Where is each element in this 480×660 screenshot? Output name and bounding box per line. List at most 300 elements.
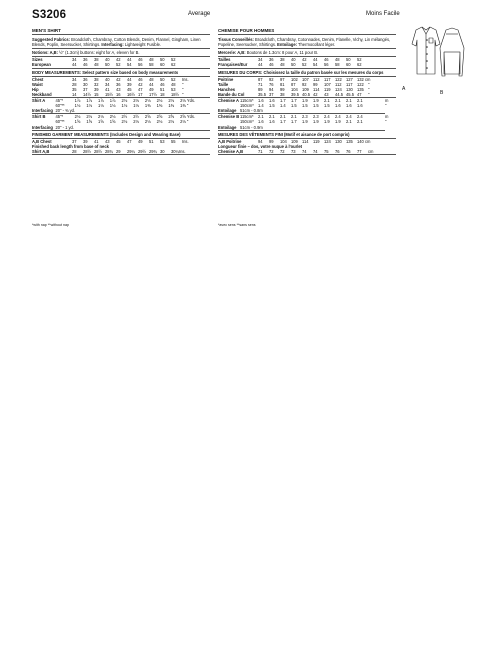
table-cell: ": [182, 92, 210, 98]
table-cell: 112: [313, 76, 320, 82]
table-cell: 34: [105, 81, 110, 87]
table-cell: 94: [258, 138, 263, 144]
table-cell: 60"**: [55, 103, 65, 109]
table-cell: 75: [324, 149, 335, 155]
table-cell: 32: [94, 81, 99, 87]
view-a-drawing: [412, 27, 440, 74]
table-cell: 45.5: [346, 92, 357, 98]
row-label: Waist: [32, 81, 43, 87]
table-cell: 48: [149, 76, 154, 82]
table-cell: ": [182, 86, 184, 92]
table-cell: 1.9: [302, 98, 308, 104]
table-cell: 60: [346, 62, 357, 68]
table-cell: 119: [313, 138, 320, 144]
table-cell: 18½: [171, 92, 182, 98]
table-cell: 1⅞: [74, 98, 81, 104]
table-cell: 51cm - 0.9m: [240, 125, 385, 131]
table-cell: 20" - ⅜ yd.: [55, 108, 210, 114]
table-cell: 2.1: [335, 98, 341, 104]
table-cell: 2⅛: [133, 119, 139, 125]
table-cell: 43: [324, 92, 335, 98]
table-cell: 2⅛ ": [180, 119, 189, 125]
table-cell: 102: [291, 76, 298, 82]
table-cell: 1.5: [269, 103, 275, 109]
row-label: Hanches: [218, 86, 236, 92]
table-cell: 56: [324, 62, 335, 68]
shirt-technical-drawing: [402, 24, 468, 94]
table-cell: 1⅛: [98, 103, 104, 109]
table-cell: 52: [302, 62, 313, 68]
table-cell: 2½: [133, 114, 139, 120]
table-cell: 1⅝: [86, 119, 93, 125]
table-cell: 2⅛: [144, 119, 151, 125]
table-cell: 58: [149, 62, 160, 68]
table-cell: 104: [291, 86, 298, 92]
table-cell: Ins.: [182, 76, 189, 82]
table-cell: 18: [160, 92, 171, 98]
table-cell: 1⅞: [86, 98, 93, 104]
table-cell: 43: [105, 138, 110, 144]
table-cell: 87: [258, 76, 263, 82]
french-body-heading: MESURES DU CORPS: Choisissez la taille du patron basée sur les mesures du corps: [218, 69, 396, 77]
table-cell: 1⅛: [109, 103, 116, 109]
french-shirt-b-table: [218, 114, 396, 130]
french-finished-heading: MESURES DES VÊTEMENTS FINI (Motif et aisance de port compris): [218, 131, 396, 139]
table-cell: 1.6: [258, 119, 264, 125]
view-b-drawing: [440, 28, 464, 76]
table-cell: 38: [280, 57, 285, 63]
table-cell: 2½: [121, 114, 128, 120]
table-cell: 114: [302, 138, 309, 144]
table-cell: 1⅛: [86, 103, 93, 109]
table-cell: 112: [335, 81, 342, 87]
table-cell: 35: [72, 86, 77, 92]
table-cell: 124: [324, 138, 331, 144]
table-row: [218, 62, 396, 68]
table-cell: 30: [83, 81, 88, 87]
table-cell: 2.4: [357, 114, 363, 120]
table-cell: 46: [324, 57, 329, 63]
english-fabrics: Suggested Fabrics: Broadcloth, Chambray, Cotton Blends, Denim, Flannel, Gingham, Linen Blends, Poplin, Seersucker, Shirtings. Interfacing: Lightweight Fusible.: [32, 36, 210, 49]
table-cell: 2⅛: [168, 98, 175, 104]
table-cell: 2.1: [357, 119, 363, 125]
table-cell: 28½: [94, 149, 105, 155]
pattern-number: S3206: [32, 9, 67, 21]
table-cell: 2⅛: [121, 119, 128, 125]
table-cell: 62: [357, 62, 368, 68]
table-cell: 50: [105, 62, 116, 68]
table-cell: 42: [138, 81, 143, 87]
table-cell: 1.5: [302, 103, 308, 109]
table-cell: 2⅛: [168, 119, 175, 125]
table-cell: [182, 149, 210, 155]
french-sizes-table: [218, 57, 396, 68]
table-cell: 130: [335, 138, 342, 144]
row-label: Chemise A: [218, 98, 240, 104]
row-label: A,B Chest: [32, 138, 52, 144]
table-cell: 1.9: [313, 98, 319, 104]
table-cell: 48: [149, 57, 154, 63]
table-cell: 52: [357, 57, 362, 63]
table-cell: 2⅝: [156, 114, 163, 120]
row-label: Entoilage: [218, 125, 240, 131]
row-label: Tailles: [218, 57, 231, 63]
row-label: Hip: [32, 86, 39, 92]
table-cell: 46: [160, 81, 165, 87]
table-cell: 2.1: [291, 114, 297, 120]
table-cell: [182, 62, 210, 68]
english-notions: Notions: A,B: ½" (1.3cm) buttons: eight for A, eleven for B.: [32, 49, 210, 57]
french-shirt-a-table: [218, 98, 396, 114]
table-cell: 150cm*: [240, 103, 254, 109]
table-cell: 42: [116, 76, 121, 82]
table-cell: 16: [116, 92, 127, 98]
french-finished-table: [218, 139, 396, 155]
finished-back-heading: Finished back length from base of neck: [32, 143, 109, 149]
table-cell: ": [368, 86, 370, 92]
table-cell: 58: [335, 62, 346, 68]
table-cell: 46: [269, 62, 280, 68]
table-cell: 39: [83, 138, 88, 144]
table-cell: 109: [302, 86, 309, 92]
table-cell: 1⅝: [109, 119, 116, 125]
table-cell: Ins.: [182, 138, 189, 144]
table-cell: 2⅛: [109, 114, 116, 120]
table-row: [218, 92, 396, 98]
table-cell: 55: [171, 138, 176, 144]
table-cell: 17: [138, 92, 149, 98]
table-cell: 2.3: [313, 114, 319, 120]
table-cell: 1⅛: [121, 103, 128, 109]
table-cell: 46: [138, 76, 143, 82]
table-cell: 30: [160, 149, 171, 155]
table-cell: 77: [357, 149, 368, 155]
table-cell: 2⅛: [144, 98, 151, 104]
table-cell: 29¼: [127, 149, 138, 155]
table-cell: 50: [160, 57, 165, 63]
table-cell: 36: [83, 57, 88, 63]
table-cell: 28: [72, 81, 77, 87]
table-cell: 50: [291, 62, 302, 68]
row-label: Taille: [218, 81, 229, 87]
table-cell: 39.5: [291, 92, 302, 98]
table-cell: 51: [149, 138, 154, 144]
table-cell: 132 cm: [357, 76, 371, 82]
table-cell: [368, 62, 396, 68]
table-cell: 35.5: [258, 92, 269, 98]
table-cell: 51: [160, 86, 165, 92]
table-cell: 36: [83, 76, 88, 82]
table-cell: 38: [94, 76, 99, 82]
difficulty-fr: Moins Facile: [366, 11, 400, 17]
french-footnote: *avec sens **sans sens: [218, 223, 256, 227]
table-cell: 71: [258, 149, 269, 155]
table-cell: 2.3: [302, 114, 308, 120]
table-row: [32, 119, 210, 124]
table-cell: 14½: [83, 92, 94, 98]
table-cell: 38: [280, 92, 291, 98]
row-label: Interfacing: [32, 108, 55, 114]
table-cell: 1.6: [258, 98, 264, 104]
table-cell: 60: [160, 62, 171, 68]
table-row: [32, 92, 210, 98]
table-cell: 107: [324, 81, 331, 87]
table-cell: 34: [72, 76, 77, 82]
table-cell: 42: [302, 57, 307, 63]
table-cell: 2.1: [346, 98, 352, 104]
row-label: Chemise B: [218, 114, 240, 120]
table-cell: 51cm - 0.8m: [240, 108, 385, 114]
table-cell: 2⅛: [133, 98, 139, 104]
table-cell: 47: [127, 138, 132, 144]
table-cell: 37: [269, 92, 280, 98]
table-cell: 2⅛: [156, 119, 163, 125]
table-cell: 36: [116, 81, 121, 87]
table-cell: 52: [171, 57, 176, 63]
table-cell: 1.6: [269, 119, 275, 125]
table-cell: 2⅝ Yds.: [180, 114, 196, 120]
table-cell: 39: [127, 81, 132, 87]
table-cell: 124: [335, 86, 342, 92]
row-label: A,B Poitrine: [218, 138, 242, 144]
table-cell: 71: [258, 81, 263, 87]
table-cell: 48: [94, 62, 105, 68]
table-cell: 94: [269, 86, 274, 92]
table-cell: 40: [105, 57, 110, 63]
english-shirt-b-table: [32, 114, 210, 130]
table-cell: 45"*: [55, 114, 64, 120]
row-label: Entoilage: [218, 108, 240, 114]
table-cell: ": [368, 92, 396, 98]
table-cell: 2.1: [324, 98, 330, 104]
table-cell: 44: [258, 62, 269, 68]
table-row: [218, 149, 396, 155]
table-cell: cm: [368, 149, 396, 155]
table-cell: 127: [346, 76, 353, 82]
table-cell: 2.1: [346, 119, 352, 125]
table-cell: 87: [291, 81, 296, 87]
table-cell: 41: [94, 138, 99, 144]
table-cell: 135: [357, 86, 364, 92]
table-cell: 1.9: [302, 119, 308, 125]
french-body-table: [218, 77, 396, 98]
interfacing-row: [218, 108, 396, 114]
french-title: CHEMISE POUR HOMMES: [218, 28, 396, 35]
table-cell: 42: [116, 57, 121, 63]
table-cell: 2.4: [335, 114, 341, 120]
french-fabrics: Tissus Conseillés: Broadcloth, Chambray, Cotonnades, Denim, Flanelle, Vichy, Lin mélangés, Popeline, Seersucker, Shirtings. Entoilage: Thermocollant léger.: [218, 36, 396, 49]
table-cell: 72: [280, 149, 291, 155]
table-cell: 1.4: [258, 103, 264, 109]
table-cell: 53: [171, 86, 176, 92]
table-cell: 1.6: [335, 103, 341, 109]
table-cell: 1.6: [357, 103, 363, 109]
table-cell: 44.5: [335, 92, 346, 98]
english-shirt-a-table: [32, 98, 210, 114]
table-cell: 17½: [149, 92, 160, 98]
finished-back-heading: Longueur finie – dos, votre nuque à l'ourlet: [218, 143, 302, 149]
row-label: Sizes: [32, 57, 43, 63]
table-cell: 114: [313, 86, 320, 92]
table-cell: m: [385, 114, 389, 120]
table-cell: 37: [83, 86, 88, 92]
table-cell: 122: [357, 81, 364, 87]
table-cell: 117: [324, 76, 331, 82]
table-cell: 1.9: [335, 119, 341, 125]
table-cell: 28¾: [105, 149, 116, 155]
english-body-heading: BODY MEASUREMENTS: Select pattern size based on body measurements: [32, 69, 210, 77]
table-cell: 2.1: [258, 114, 264, 120]
table-cell: 2.1: [357, 98, 363, 104]
row-label: Chemise A,B: [218, 149, 258, 155]
english-footnote: *with nap **without nap: [32, 223, 69, 227]
row-label: Chest: [32, 76, 44, 82]
table-cell: 1⅛: [133, 103, 139, 109]
table-cell: 1.9: [313, 119, 319, 125]
table-cell: 81: [280, 81, 285, 87]
table-cell: 107: [302, 76, 309, 82]
table-cell: 52: [116, 62, 127, 68]
english-sizes-table: [32, 57, 210, 68]
table-cell: 34: [72, 57, 77, 63]
table-cell: 1.6: [346, 103, 352, 109]
table-cell: 73: [291, 149, 302, 155]
table-cell: 117: [346, 81, 353, 87]
table-cell: 1⅜ ": [180, 103, 189, 109]
row-label: Shirt A,B: [32, 149, 72, 155]
view-a-label: A: [402, 86, 406, 92]
table-cell: 1⅜: [156, 103, 163, 109]
table-cell: 2⅛ Yds.: [180, 98, 196, 104]
table-cell: 1⅞: [109, 98, 116, 104]
table-cell: 2⅝: [168, 114, 175, 120]
table-cell: 1.9: [324, 119, 330, 125]
table-cell: 115cm*: [240, 98, 254, 104]
table-cell: 130: [346, 86, 353, 92]
french-notions: Mercerie: A,B: Boutons de 1.3cm: 8 pour A, 11 pour B.: [218, 49, 396, 57]
table-cell: 53: [160, 138, 165, 144]
table-cell: ": [182, 81, 184, 87]
table-cell: 76: [269, 81, 274, 87]
english-finished-table: [32, 139, 210, 155]
table-cell: 1.7: [280, 98, 286, 104]
table-cell: 1.6: [269, 98, 275, 104]
table-cell: 54: [127, 62, 138, 68]
row-label: Shirt A: [32, 98, 46, 104]
table-cell: 44: [127, 76, 132, 82]
table-cell: ": [385, 119, 387, 125]
table-cell: 29½: [138, 149, 149, 155]
interfacing-row: [218, 125, 396, 131]
difficulty-en: Average: [188, 11, 211, 17]
table-cell: 135: [346, 138, 353, 144]
table-cell: 1⅜: [168, 103, 175, 109]
table-cell: 2⅛: [156, 98, 163, 104]
table-cell: 29: [116, 149, 127, 155]
table-cell: 97: [280, 76, 285, 82]
table-cell: 1⅝: [74, 119, 81, 125]
table-cell: 1.4: [280, 103, 286, 109]
table-cell: 2⅝: [144, 114, 151, 120]
table-cell: 48: [335, 57, 340, 63]
row-label: European: [32, 62, 72, 68]
table-cell: 72: [269, 149, 280, 155]
table-cell: 49: [149, 86, 154, 92]
row-label: Shirt B: [32, 114, 46, 120]
table-cell: 34: [258, 57, 263, 63]
table-cell: 1.5: [291, 103, 297, 109]
table-cell: 46: [138, 57, 143, 63]
table-cell: 28: [72, 149, 83, 155]
table-cell: 40: [291, 57, 296, 63]
table-cell: 99: [269, 138, 274, 144]
table-cell: 115cm*: [240, 114, 254, 120]
table-cell: 36: [269, 57, 274, 63]
table-cell: 47: [138, 86, 143, 92]
table-cell: 16½: [127, 92, 138, 98]
table-cell: 40: [105, 76, 110, 82]
table-cell: 1.7: [280, 119, 286, 125]
table-cell: 74: [302, 149, 313, 155]
table-cell: 92: [302, 81, 307, 87]
table-cell: 2.1: [269, 114, 275, 120]
table-cell: 1⅞: [98, 98, 104, 104]
row-label: Poitrine: [218, 76, 234, 82]
table-cell: 45: [127, 86, 132, 92]
english-finished-heading: FINISHED GARMENT MEASUREMENTS (Includes Design and Wearing Ease): [32, 131, 210, 139]
table-cell: ": [368, 81, 370, 87]
table-cell: 44: [127, 57, 132, 63]
table-cell: 42: [313, 92, 324, 98]
table-cell: 122: [335, 76, 342, 82]
table-cell: 30¼Ins.: [171, 148, 186, 154]
row-label: Bande du Col: [218, 92, 258, 98]
english-column: [32, 28, 210, 155]
table-cell: 56: [138, 62, 149, 68]
table-cell: 40.5: [302, 92, 313, 98]
table-cell: 60"**: [55, 119, 65, 125]
table-cell: 1⅝: [98, 119, 104, 125]
table-cell: 2⅛: [121, 98, 128, 104]
row-label: Françaises/Eur: [218, 62, 258, 68]
table-cell: 1⅛: [74, 103, 81, 109]
english-title: MEN'S SHIRT: [32, 28, 210, 35]
table-cell: 109: [291, 138, 298, 144]
table-cell: 14: [72, 92, 83, 98]
table-cell: 45"*: [55, 98, 64, 104]
table-row: [32, 62, 210, 68]
table-cell: 44: [72, 62, 83, 68]
table-cell: 50: [160, 76, 165, 82]
english-body-table: [32, 77, 210, 98]
table-cell: 89: [258, 86, 263, 92]
table-cell: 41: [105, 86, 110, 92]
table-cell: 99: [280, 86, 285, 92]
table-cell: 43: [116, 86, 121, 92]
table-cell: 39: [94, 86, 99, 92]
table-cell: 47: [357, 92, 368, 98]
table-cell: 44: [149, 81, 154, 87]
table-cell: 44: [313, 57, 318, 63]
table-cell: 54: [313, 62, 324, 68]
table-cell: 1⅜: [144, 103, 151, 109]
french-column: [218, 28, 396, 155]
table-cell: 2.1: [280, 114, 286, 120]
table-cell: 62: [171, 62, 182, 68]
table-cell: 92: [269, 76, 274, 82]
table-cell: 38: [94, 57, 99, 63]
view-b-label: B: [440, 90, 444, 96]
